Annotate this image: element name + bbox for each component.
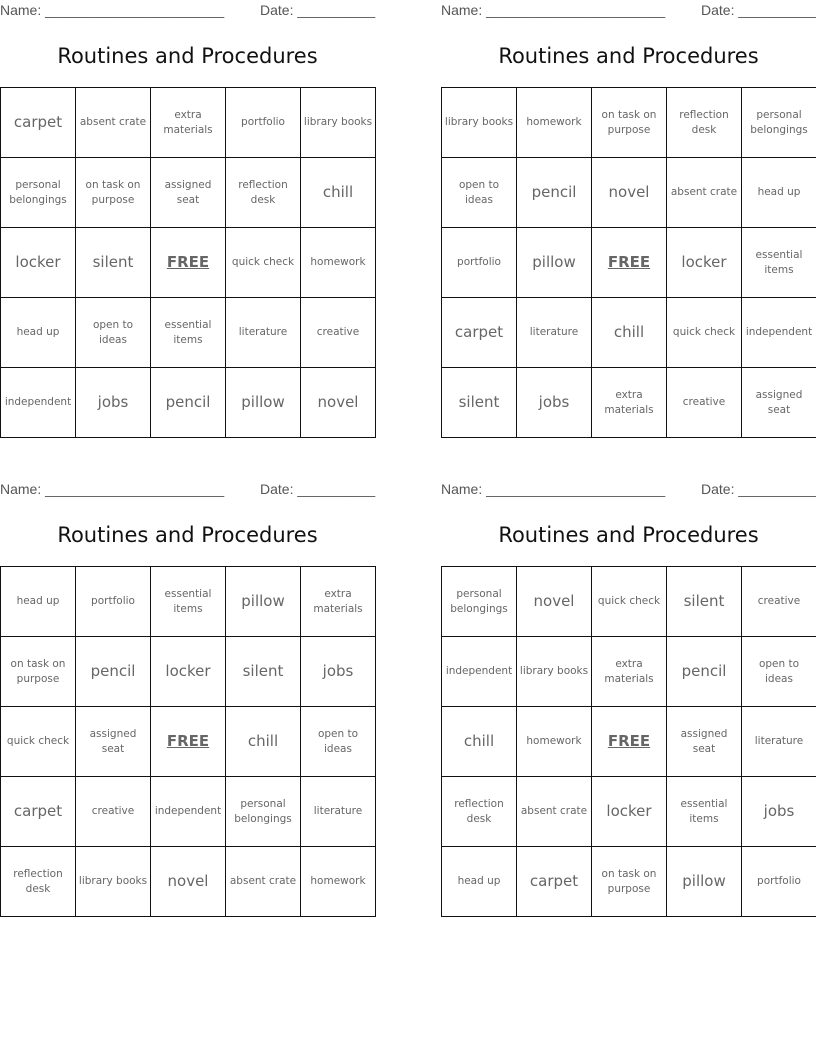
bingo-cell[interactable]: chill [592, 298, 667, 368]
bingo-cell[interactable]: extra materials [592, 637, 667, 707]
free-space[interactable]: FREE [592, 707, 667, 777]
date-field: Date: __________ [701, 481, 816, 497]
bingo-cell[interactable]: jobs [742, 777, 816, 847]
bingo-cell[interactable]: reflection desk [442, 777, 517, 847]
date-field: Date: __________ [701, 2, 816, 18]
bingo-cell[interactable]: silent [667, 567, 742, 637]
bingo-cell[interactable]: reflection desk [667, 88, 742, 158]
bingo-cell[interactable]: head up [442, 847, 517, 917]
grid-row [442, 228, 816, 298]
bingo-cell[interactable]: carpet [1, 88, 76, 158]
bingo-cell[interactable]: library books [76, 847, 151, 917]
bingo-cell[interactable]: creative [301, 298, 376, 368]
grid-row [1, 368, 376, 438]
bingo-cell[interactable]: homework [517, 707, 592, 777]
grid-row [442, 158, 816, 228]
grid-row [1, 777, 376, 847]
bingo-cell[interactable]: locker [592, 777, 667, 847]
grid-row [1, 847, 376, 917]
bingo-cell[interactable]: carpet [442, 298, 517, 368]
bingo-cell[interactable]: pillow [667, 847, 742, 917]
grid-row [1, 298, 376, 368]
bingo-cell[interactable]: reflection desk [226, 158, 301, 228]
bingo-cell[interactable]: pillow [226, 368, 301, 438]
bingo-cell[interactable]: portfolio [76, 567, 151, 637]
grid-row [1, 158, 376, 228]
bingo-cell[interactable]: head up [1, 298, 76, 368]
bingo-cell[interactable]: head up [1, 567, 76, 637]
grid-row [442, 298, 816, 368]
name-date-line [0, 481, 375, 501]
bingo-cell[interactable]: extra materials [151, 88, 226, 158]
bingo-cell[interactable]: absent crate [226, 847, 301, 917]
bingo-cell[interactable]: extra materials [592, 368, 667, 438]
bingo-cell[interactable]: on task on purpose [592, 88, 667, 158]
bingo-cell[interactable]: jobs [517, 368, 592, 438]
bingo-cell[interactable]: open to ideas [76, 298, 151, 368]
bingo-cell[interactable]: chill [442, 707, 517, 777]
bingo-cell[interactable]: pencil [517, 158, 592, 228]
grid-row [1, 88, 376, 158]
grid-row [442, 368, 816, 438]
bingo-grid [0, 566, 376, 917]
bingo-cell[interactable]: portfolio [226, 88, 301, 158]
bingo-cell[interactable]: personal belongings [742, 88, 816, 158]
bingo-cell[interactable]: silent [442, 368, 517, 438]
bingo-cell[interactable]: independent [442, 637, 517, 707]
bingo-grid [441, 566, 816, 917]
bingo-cell[interactable]: assigned seat [742, 368, 816, 438]
card-title: Routines and Procedures [498, 44, 759, 68]
bingo-cell[interactable]: extra materials [301, 567, 376, 637]
bingo-cell[interactable]: quick check [667, 298, 742, 368]
card-title: Routines and Procedures [57, 44, 318, 68]
bingo-cell[interactable]: jobs [76, 368, 151, 438]
bingo-cell[interactable]: personal belongings [226, 777, 301, 847]
bingo-cell[interactable]: on task on purpose [1, 637, 76, 707]
bingo-cell[interactable]: locker [1, 228, 76, 298]
bingo-cell[interactable]: novel [592, 158, 667, 228]
bingo-cell[interactable]: pillow [517, 228, 592, 298]
bingo-cell[interactable]: library books [442, 88, 517, 158]
bingo-cell[interactable]: independent [151, 777, 226, 847]
bingo-cell[interactable]: literature [301, 777, 376, 847]
bingo-cell[interactable]: personal belongings [442, 567, 517, 637]
bingo-cell[interactable]: open to ideas [301, 707, 376, 777]
bingo-cell[interactable]: head up [742, 158, 816, 228]
date-field: Date: __________ [260, 481, 376, 497]
grid-row [442, 637, 816, 707]
bingo-cell[interactable]: reflection desk [1, 847, 76, 917]
bingo-cell[interactable]: assigned seat [151, 158, 226, 228]
bingo-cell[interactable]: locker [151, 637, 226, 707]
bingo-cell[interactable]: jobs [301, 637, 376, 707]
name-date-line [0, 2, 375, 22]
bingo-cell[interactable]: literature [742, 707, 816, 777]
bingo-cell[interactable]: literature [517, 298, 592, 368]
free-space[interactable]: FREE [592, 228, 667, 298]
bingo-cell[interactable]: essential items [151, 298, 226, 368]
card-title: Routines and Procedures [498, 523, 759, 547]
name-field: Name: _______________________ [0, 481, 225, 497]
bingo-cell[interactable]: open to ideas [442, 158, 517, 228]
bingo-cell[interactable]: carpet [1, 777, 76, 847]
bingo-cell[interactable]: portfolio [442, 228, 517, 298]
bingo-cell[interactable]: pencil [151, 368, 226, 438]
bingo-cell[interactable]: library books [301, 88, 376, 158]
bingo-cell[interactable]: assigned seat [76, 707, 151, 777]
bingo-cell[interactable]: on task on purpose [592, 847, 667, 917]
bingo-cell[interactable]: pencil [667, 637, 742, 707]
bingo-cell[interactable]: literature [226, 298, 301, 368]
bingo-cell[interactable]: essential items [667, 777, 742, 847]
grid-row [442, 777, 816, 847]
bingo-cell[interactable]: on task on purpose [76, 158, 151, 228]
bingo-cell[interactable]: open to ideas [742, 637, 816, 707]
bingo-cell[interactable]: novel [301, 368, 376, 438]
grid-row [1, 567, 376, 637]
bingo-cell[interactable]: chill [226, 707, 301, 777]
bingo-cell[interactable]: novel [517, 567, 592, 637]
bingo-cell[interactable]: creative [742, 567, 816, 637]
grid-row [442, 567, 816, 637]
bingo-cell[interactable]: homework [301, 847, 376, 917]
bingo-cell[interactable]: absent crate [517, 777, 592, 847]
name-field: Name: _______________________ [441, 481, 666, 497]
grid-row [1, 707, 376, 777]
bingo-cell[interactable]: essential items [151, 567, 226, 637]
bingo-cell[interactable]: portfolio [742, 847, 816, 917]
name-date-line [441, 481, 816, 501]
name-date-line [441, 2, 816, 22]
bingo-cell[interactable]: homework [517, 88, 592, 158]
bingo-cell[interactable]: independent [742, 298, 816, 368]
grid-row [1, 637, 376, 707]
card-title: Routines and Procedures [57, 523, 318, 547]
bingo-cell[interactable]: homework [301, 228, 376, 298]
bingo-cell[interactable]: carpet [517, 847, 592, 917]
name-field: Name: _______________________ [0, 2, 225, 18]
name-field: Name: _______________________ [441, 2, 666, 18]
bingo-cell[interactable]: silent [76, 228, 151, 298]
bingo-cell[interactable]: independent [1, 368, 76, 438]
grid-row [1, 228, 376, 298]
bingo-cell[interactable]: creative [667, 368, 742, 438]
bingo-cell[interactable]: quick check [226, 228, 301, 298]
bingo-cell[interactable]: personal belongings [1, 158, 76, 228]
bingo-cell[interactable]: assigned seat [667, 707, 742, 777]
grid-row [442, 88, 816, 158]
bingo-grid [441, 87, 816, 438]
bingo-cell[interactable]: quick check [1, 707, 76, 777]
bingo-grid [0, 87, 376, 438]
free-space[interactable]: FREE [151, 228, 226, 298]
grid-row [442, 707, 816, 777]
bingo-cell[interactable]: absent crate [76, 88, 151, 158]
bingo-cell[interactable]: silent [226, 637, 301, 707]
grid-row [442, 847, 816, 917]
bingo-cell[interactable]: locker [667, 228, 742, 298]
date-field: Date: __________ [260, 2, 376, 18]
bingo-cell[interactable]: pencil [76, 637, 151, 707]
bingo-cell[interactable]: absent crate [667, 158, 742, 228]
bingo-cell[interactable]: essential items [742, 228, 816, 298]
bingo-cell[interactable]: pillow [226, 567, 301, 637]
bingo-cell[interactable]: library books [517, 637, 592, 707]
bingo-cell[interactable]: novel [151, 847, 226, 917]
bingo-cell[interactable]: quick check [592, 567, 667, 637]
bingo-cell[interactable]: chill [301, 158, 376, 228]
bingo-cell[interactable]: creative [76, 777, 151, 847]
free-space[interactable]: FREE [151, 707, 226, 777]
